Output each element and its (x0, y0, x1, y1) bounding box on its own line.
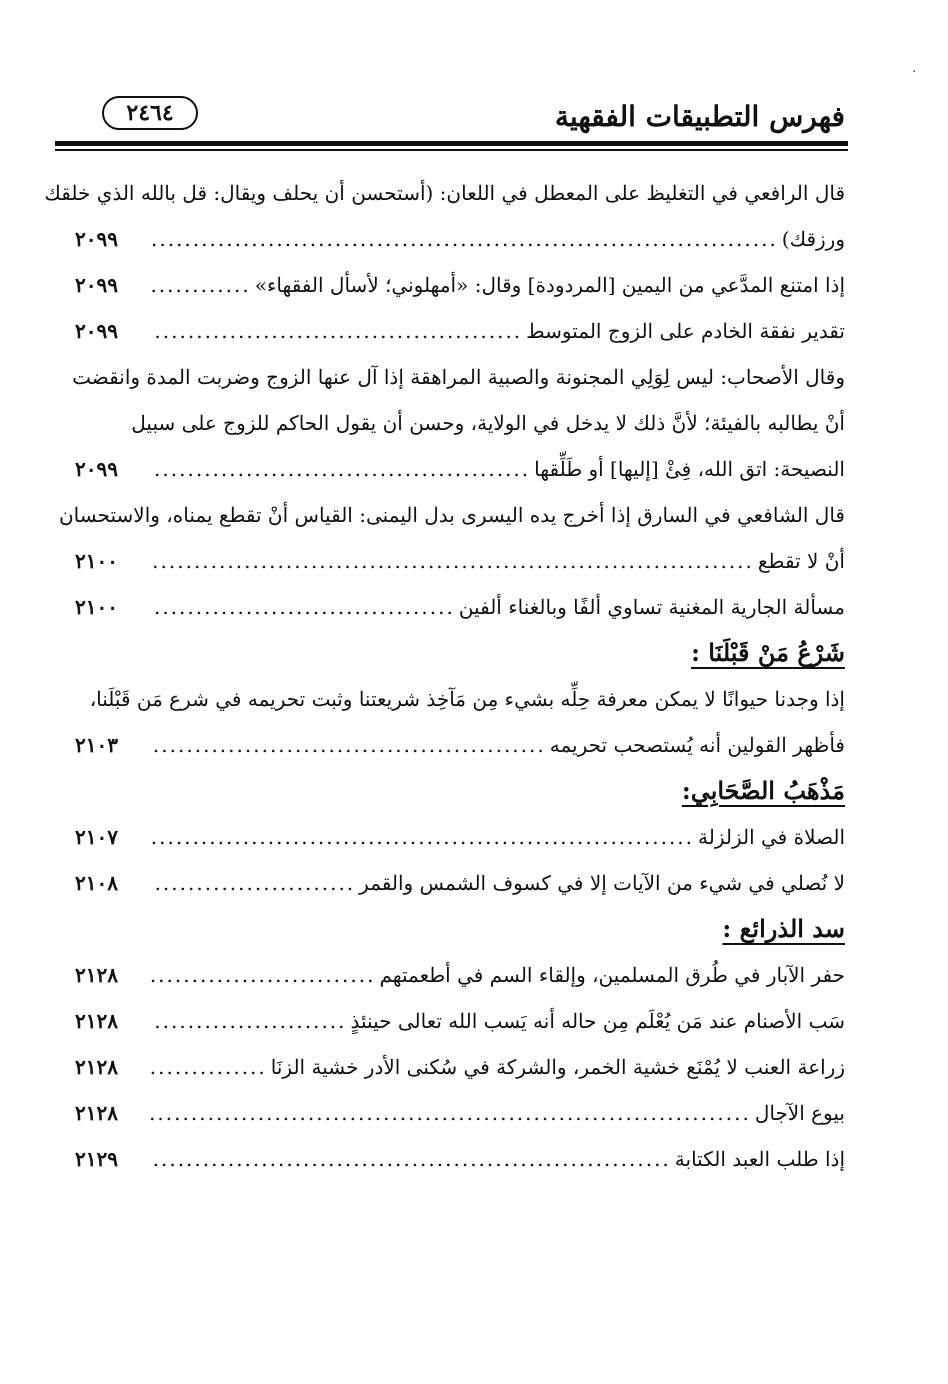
index-entry (75, 1090, 845, 1136)
dot-leader (151, 1044, 267, 1090)
dot-leader (151, 1136, 671, 1182)
entry-page-number: ٢٠٩٩ (75, 319, 118, 343)
entry-text: أنْ لا تقطع (757, 549, 845, 573)
index-text-line (75, 676, 845, 722)
entry-text: تقدير نفقة الخادم على الزوج المتوسط (526, 319, 845, 343)
entry-text: ورزقك) (781, 227, 845, 251)
entry-text: مسألة الجارية المغنية تساوي ألفًا وبالغناء ألفين (458, 595, 845, 619)
entry-page-number: ٢١٢٨ (75, 1101, 118, 1125)
entry-page-number: ٢١٢٨ (75, 1009, 118, 1033)
entry-text: إذا طلب العبد الكتابة (674, 1147, 845, 1171)
entry-text: سَب الأصنام عند مَن يُعْلَم مِن حاله أنه يَسب الله تعالى حينئذٍ (350, 1009, 845, 1033)
dot-leader (151, 584, 455, 630)
entry-text: زراعة العنب لا يُمْنَع خشية الخمر، والشركة في سُكنى الأدر خشية الزنَا (270, 1055, 845, 1079)
scan-speck: · (912, 64, 917, 80)
entry-text: إذا وجدنا حيوانًا لا يمكن معرفة حِلِّه بشيء مِن مَآخِذ شريعتنا وثبت تحريمه في شرع مَن قَبْلَنا، (89, 687, 845, 711)
dot-leader (151, 860, 355, 906)
section-heading-text: شَرْعُ مَنْ قَبْلَنَا : (691, 638, 845, 667)
dot-leader (151, 722, 546, 768)
dot-leader (151, 814, 694, 860)
dot-leader (151, 998, 347, 1044)
entry-text: الصلاة في الزلزلة (698, 825, 845, 849)
entry-page-number: ٢١٠٠ (75, 549, 118, 573)
entry-page-number: ٢١٠٣ (75, 733, 118, 757)
entry-text: لا نُصلي في شيء من الآيات إلا في كسوف الشمس والقمر (359, 871, 845, 895)
entry-text: أنْ يطالبه بالفيئة؛ لأنَّ ذلك لا يدخل في الولاية، وحسن أن يقول الحاكم للزوج على سبيل (131, 411, 845, 435)
index-entry (75, 584, 845, 630)
header-rule-thick (55, 141, 848, 146)
header-rule-thin (55, 149, 848, 151)
index-entry (75, 860, 845, 906)
index-entry (75, 998, 845, 1044)
section-heading-text: مَذْهَبُ الصَّحَابِي: (681, 776, 845, 805)
index-text-line (58, 492, 845, 538)
entry-page-number: ٢١٢٨ (75, 1055, 118, 1079)
index-entry (75, 446, 845, 492)
dot-leader (151, 952, 375, 998)
index-entry (75, 262, 845, 308)
entry-page-number: ٢١٢٩ (75, 1147, 118, 1171)
entry-text: النصيحة: اتق الله، فِئْ [إليها] أو طَلِّقها (534, 457, 845, 481)
section-heading (75, 630, 845, 676)
dot-leader (151, 308, 522, 354)
entry-page-number: ٢١٠٨ (75, 871, 118, 895)
section-heading-text: سد الذرائع : (722, 914, 845, 943)
index-text-line (44, 170, 845, 216)
entry-text: حفر الآبار في طُرق المسلمين، وإلقاء السم في أطعمتهم (379, 963, 845, 987)
entry-page-number: ٢٠٩٩ (75, 227, 118, 251)
page-header (50, 92, 845, 142)
index-entry (75, 814, 845, 860)
index-entry (75, 216, 845, 262)
entry-page-number: ٢٠٩٩ (75, 273, 118, 297)
page-number-badge: ٢٤٦٤ (102, 96, 198, 130)
index-text-line (72, 354, 845, 400)
index-entries (44, 170, 845, 1182)
index-entry (75, 1136, 845, 1182)
index-entry (75, 952, 845, 998)
entry-text: قال الرافعي في التغليظ على المعطل في اللعان: (أستحسن أن يحلف ويقال: قل بالله الذي خلقك (44, 181, 845, 205)
index-entry (75, 1044, 845, 1090)
dot-leader (151, 538, 754, 584)
entry-text: وقال الأصحاب: ليس لِوَلِي المجنونة والصبية المراهقة إذا آل عنها الزوج وضربت المدة وانقضت (72, 365, 845, 389)
index-text-line (75, 400, 845, 446)
entry-text: قال الشافعي في السارق إذا أخرج يده اليسرى بدل اليمنى: القياس أنْ تقطع يمناه، والاستحسان (58, 503, 845, 527)
entry-page-number: ٢١٢٨ (75, 963, 118, 987)
entry-text: بيوع الآجال (754, 1101, 845, 1125)
running-title: فهرس التطبيقات الفقهية (554, 100, 845, 133)
dot-leader (151, 446, 530, 492)
entry-page-number: ٢٠٩٩ (75, 457, 118, 481)
section-heading (75, 906, 845, 952)
section-heading (75, 768, 845, 814)
dot-leader (151, 262, 251, 308)
entry-page-number: ٢١٠٠ (75, 595, 118, 619)
index-entry (75, 308, 845, 354)
entry-page-number: ٢١٠٧ (75, 825, 118, 849)
dot-leader (151, 1090, 751, 1136)
dot-leader (151, 216, 778, 262)
index-entry (75, 722, 845, 768)
entry-text: فأظهر القولين أنه يُستصحب تحريمه (549, 733, 845, 757)
index-entry (75, 538, 845, 584)
entry-text: إذا امتنع المدَّعي من اليمين [المردودة] وقال: «أمهلوني؛ لأسأل الفقهاء» (254, 273, 845, 297)
